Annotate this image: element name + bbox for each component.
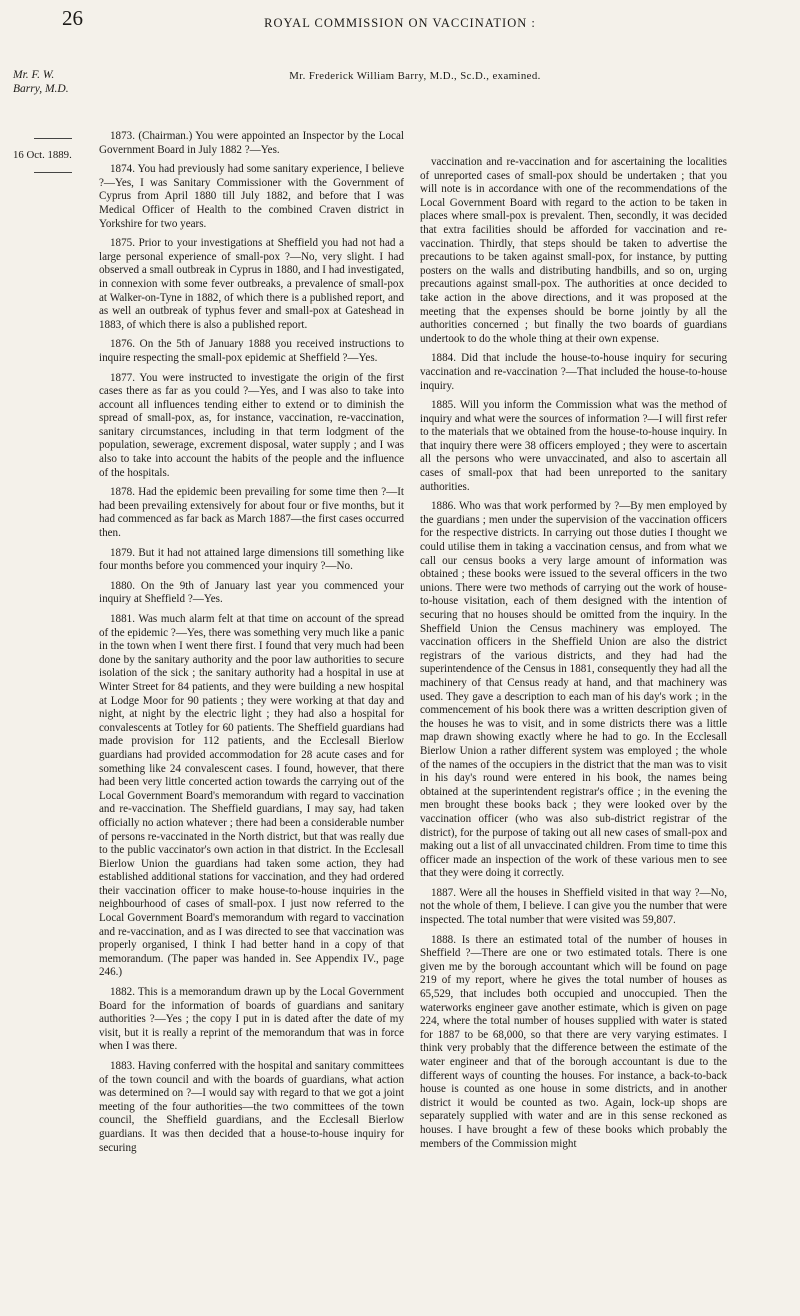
- margin-rule-top: [34, 138, 72, 139]
- paragraph: 1880. On the 9th of January last year you commenced your inquiry at Sheffield ?—Yes.: [99, 579, 404, 606]
- paragraph: 1874. You had previously had some sanitary experience, I believe ?—Yes, I was Sanitary Commissioner with the Government of Cyprus from April 1880 till July 1882, and before that I was Medical Officer of Health to the combined Craven district in Yorkshire for two years.: [99, 163, 404, 230]
- paragraph: 1883. Having conferred with the hospital and sanitary committees of the town council and with the boards of guardians, what action was determined on ?—I would say with regard to that we got a joint meeting of the four authorities—the two committees of the town council, the Sheffield guardians, and the Ecclesall Bierlow guardians. It was then decided that a house-to-house inquiry for securing: [99, 1060, 404, 1154]
- paragraph: 1877. You were instructed to investigate the origin of the first cases there as far as you could ?—Yes, and I was also to take into account all influences tending either to extend or to diminish the spread of small-pox, as, for instance, vaccination, re-vaccination, sanitary circumstances, including in that term lodgment of the population, sewerage, excrement disposal, water supply ; and I was also to take into account the habits of the people and the influence of the hospitals.: [99, 371, 404, 479]
- paragraph: 1888. Is there an estimated total of the number of houses in Sheffield ?—There are one or two estimated totals. There is one given me by the borough accountant which will be found on page 219 of my report, where he gives the total number of houses as 65,529, that includes both occupied and unoccupied. Then the waterworks engineer gave another estimate, which is given on page 224, where the total number of houses supplied with water is stated for 1887 to be 68,000, so that there are very varying estimates. I think very probably that the difference between the estimate of the water engineer and that of the borough accountant is due to the different ways of counting the houses. For instance, a back-to-back house is counted as one house in some districts, and in another district it would be counted as two. Again, lock-up shops are separately supplied with water and are in this sense reckoned as houses. I have brought a few of these books which probably the members of the Commission might: [420, 933, 727, 1150]
- right-column: [420, 156, 727, 1157]
- running-head: ROYAL COMMISSION ON VACCINATION :: [264, 16, 536, 30]
- paragraph: 1873. (Chairman.) You were appointed an Inspector by the Local Government Board in July 1882 ?—Yes.: [99, 130, 404, 156]
- paragraph: 1876. On the 5th of January 1888 you received instructions to inquire respecting the small-pox epidemic at Sheffield ?—Yes.: [99, 338, 404, 364]
- paragraph: 1884. Did that include the house-to-house inquiry for securing vaccination and re-vaccination ?—That included the house-to-house inquiry.: [420, 352, 727, 392]
- paragraph: 1882. This is a memorandum drawn up by the Local Government Board for the information of boards of guardians and sanitary authorities ?—Yes ; the copy I put in is dated after the date of my visit, but it is really a reprint of the memorandum that was in force when I was there.: [99, 986, 404, 1053]
- margin-name-line1: Mr. F. W.: [13, 69, 55, 81]
- margin-date: 16 Oct. 1889.: [13, 149, 72, 161]
- paragraph: 1879. But it had not attained large dimensions till something like four months before you commenced your inquiry ?—No.: [99, 546, 404, 573]
- paragraph: 1885. Will you inform the Commission what was the method of inquiry and what were the sources of information ?—I will first refer to the materials that we obtained from the house-to-house inquiry. In that inquiry there were 38 officers employed ; they were to ascertain all the persons who were unvaccinated, and also to ascertain all cases of small-pox that had been unreported to the sanitary authorities.: [420, 399, 727, 493]
- witness-line: Mr. Frederick William Barry, M.D., Sc.D., examined.: [289, 70, 541, 82]
- paragraph: 1887. Were all the houses in Sheffield visited in that way ?—No, not the whole of them, I believe. I can give you the number that were inspected. The total number that were visited was 59,807.: [420, 886, 727, 927]
- paragraph: vaccination and re-vaccination and for ascertaining the localities of unreported cases of small-pox should be undertaken ; that you will note is in accordance with one of the recommendations of the Local Government Board with regard to the action to be taken in places where small-pox is prevalent. Then, secondly, it was decided that extra facilities should be afforded for vaccination and re-vaccination. Thirdly, that steps should be taken to advertise the precautions to be taken against small-pox, for instance, by putting posters on the walls and distributing handbills, and so on, urging precautions against small-pox. The authorities at once decided to take action in the above directions, and it was proposed at the meeting that the expenses should be borne jointly by all the authorities concerned ; but finally the two boards of guardians undertook to do the whole thing at their own expense.: [420, 156, 727, 345]
- margin-name-line2: Barry, M.D.: [13, 83, 69, 95]
- page-number: 26: [62, 6, 83, 30]
- paragraph: 1881. Was much alarm felt at that time on account of the spread of the epidemic ?—Yes, there was something very much like a panic in the town when I went there first. I found that very much had been done by the sanitary authority and the poor law authorities to secure isolation of the sick ; the sanitary authority had a hospital in use at Winter Street for 84 patients, and they were building a new hospital at Lodge Moor for 90 patients ; they were working at that day and night, at night by the electric light ; they had also a hospital for convalescents at Totley for 60 patients. The Sheffield guardians had made provision for 112 patients, and the Ecclesall Bierlow guardians had provided accommodation for 28 acute cases and for something like 24 convalescent cases. I found, however, that there had been very little concerted action towards the carrying out of the Local Government Board's memorandum with regard to vaccination and re-vaccination. The Sheffield guardians, I may say, had taken officially no action whatever ; there had been a considerable number of persons re-vaccinated in the North district, but that was really due to the public vaccinator's own action in that district. In the Ecclesall Bierlow Union the guardians had taken some action, they had established additional stations for vaccination, and they had ordered their vaccination officer to make house-to-house inquiries in the neighbourhood of cases of small-pox. I just now referred to the Local Government Board's memorandum with regard to vaccination and re-vaccination, and as I was directed to see that vaccination was properly organised, I think I had better hand in a copy of that memorandum. (The paper was handed in. See Appendix IV., page 246.): [99, 613, 404, 979]
- margin-rule-bottom: [34, 172, 72, 173]
- margin-witness-name: [13, 68, 95, 96]
- left-column: [99, 130, 404, 1161]
- paragraph: 1886. Who was that work performed by ?—By men employed by the guardians ; men under the supervision of the vaccination officers for the respective districts. In carrying out those duties I thought we could utilise them in taking a vaccination census, and from what we call our census books a very large amount of information was obtained ; these books were issued to the several officers in the two unions. There were two methods of carrying out the work of house-to-house visitation, each of them designed with the intention of securing that no houses should be omitted from the inquiry. In the Sheffield Union the Census machinery was employed. The vaccination officers in the Sheffield Union are also the district registrars of the various districts, and they had had the superintendence of the Census in 1881, consequently they had all the machinery of that Census ready at hand, and that machinery was used. They gave a description to each man of his day's work ; in the commencement of his book there was a written description given of the houses he was to visit, and in some districts there was a little map drawn showing exactly where he had to go. In the Ecclesall Bierlow Union a rather different system was employed ; the whole of the names of the occupiers in the district that the man was to visit in his day's round were entered in his book, the names being obtained at the superintendent registrar's office ; in the evening the men brought these books back ; they were looked over by the vaccination officer (who was also sub-district registrar of the district), for the purpose of taking out all new cases of small-pox and making out a list of all unvaccinated children. From time to time this officer made an inspection of the work of these various men to see that they were doing it correctly.: [420, 500, 727, 880]
- paragraph: 1875. Prior to your investigations at Sheffield you had not had a large personal experience of small-pox ?—No, very slight. I had observed a small outbreak in Cyprus in 1880, and I had investigated, in connexion with some fever outbreaks, a prevalence of small-pox at Walker-on-Tyne in 1882, of which there is a published report, and as well an outbreak of typhus fever and small-pox at Gateshead in 1883, of which there is also a published report.: [99, 237, 404, 331]
- paragraph: 1878. Had the epidemic been prevailing for some time then ?—It had been prevailing extensively for about four or five months, but it had commenced as far back as March 1887—the first cases occurred then.: [99, 486, 404, 540]
